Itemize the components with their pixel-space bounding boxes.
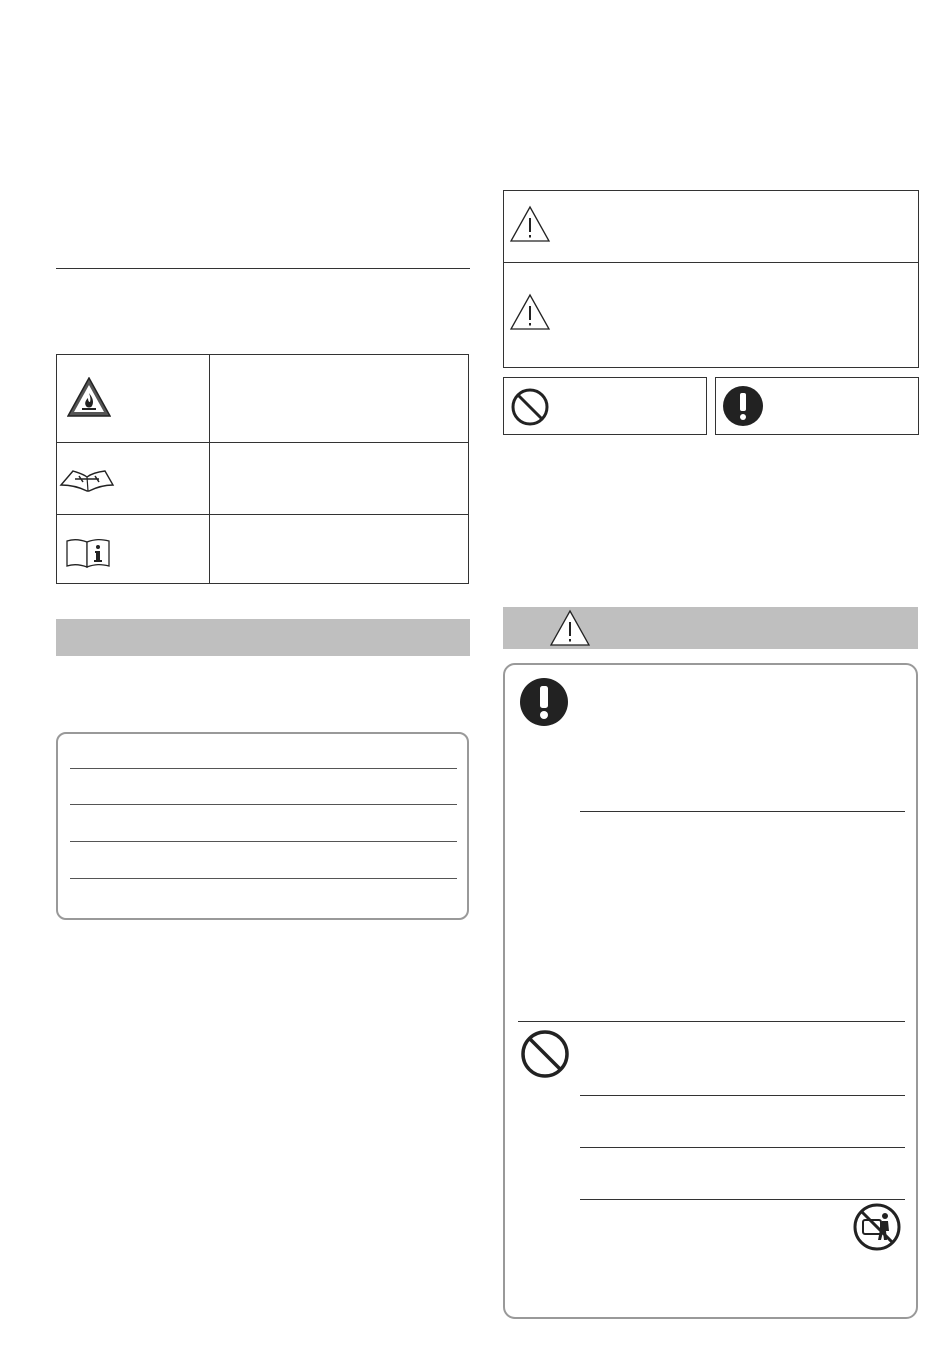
warning-rule [518,1021,905,1022]
warning-rule [580,1199,905,1200]
symbol-row-instruction-manual [57,515,468,584]
legend-prohibited [503,377,707,435]
warning-table-separator [504,262,918,263]
symbol-row-flammable [57,355,468,443]
warning-rule [580,811,905,812]
left-section-bar [56,619,470,656]
symbol-row-service-manual [57,443,468,515]
service-manual-icon [59,467,115,493]
mandatory-icon [722,385,764,427]
no-disassembly-icon [852,1202,902,1252]
legend-mandatory [715,377,919,435]
info-line [70,878,457,879]
left-top-rule [56,268,470,269]
prohibited-icon [520,1029,570,1079]
symbol-table [56,354,469,584]
instruction-manual-icon [65,537,111,569]
info-line [70,768,457,769]
warning-rule [580,1147,905,1148]
warning-levels-table [503,190,919,368]
symbol-table-divider [209,355,210,583]
caution-triangle-icon [549,609,591,647]
flammable-warning-icon [67,377,111,417]
warning-rule [580,1095,905,1096]
warning-box [503,663,918,1319]
mandatory-icon [519,677,569,727]
info-line [70,804,457,805]
warning-section-bar [503,607,918,649]
caution-triangle-icon [509,293,551,331]
info-line [70,841,457,842]
caution-triangle-icon [509,205,551,243]
prohibited-icon [510,387,550,427]
info-box [56,732,469,920]
